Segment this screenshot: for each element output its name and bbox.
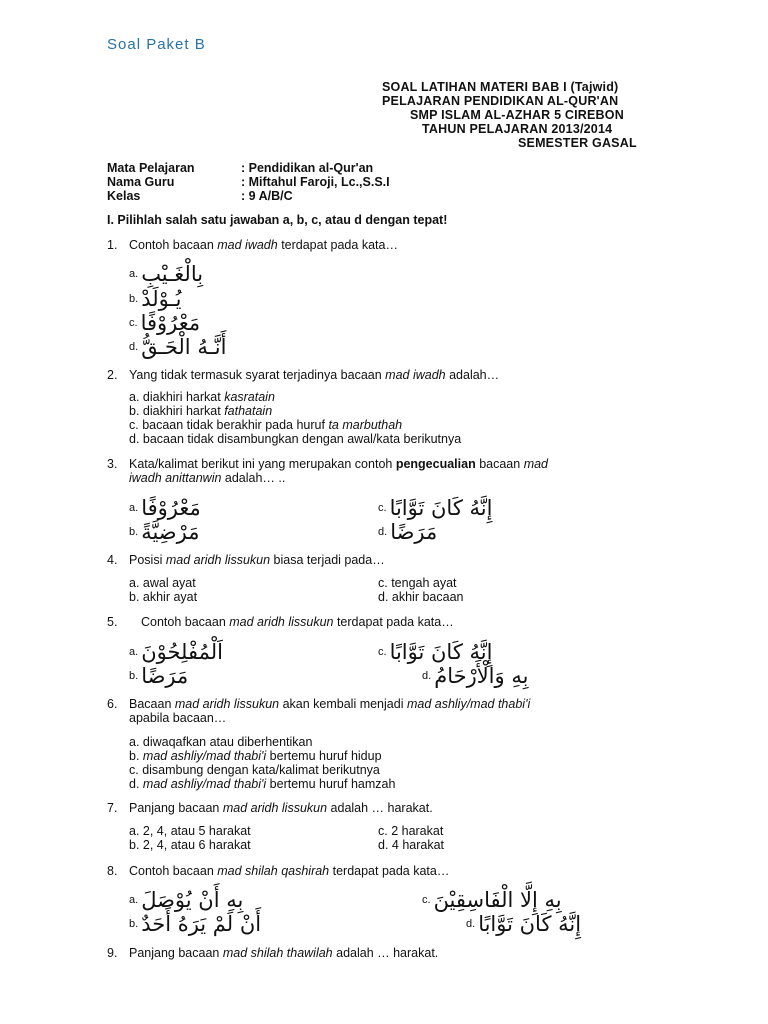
q5-option-b: b. مَرَضًا <box>129 664 189 688</box>
info-teacher: Nama Guru : Miftahul Faroji, Lc.,S.S.I <box>107 175 390 189</box>
q1-option-a: a. بِالْغَـيْبِ <box>129 262 204 286</box>
question-1: 1. Contoh bacaan mad iwadh terdapat pada kata… <box>107 238 398 252</box>
question-9: 9. Panjang bacaan mad shilah thawilah adalah … harakat. <box>107 946 439 960</box>
header-line-1: SOAL LATIHAN MATERI BAB I (Tajwid) <box>382 80 619 94</box>
q2-option-a: a. diakhiri harkat kasratain <box>129 390 275 404</box>
q3-option-b: b. مَرْضِيَّةً <box>129 520 200 544</box>
question-6: 6. Bacaan mad aridh lissukun akan kembali menjadi mad ashliy/mad thabi'i <box>107 697 531 711</box>
q8-option-a: a. بِهِ أَنْ يُوْصَلَ <box>129 888 244 912</box>
question-5: 5. Contoh bacaan mad aridh lissukun terdapat pada kata… <box>107 615 454 629</box>
q5-option-d: d. بِهِ وَالْأَرْحَامُ <box>422 664 529 688</box>
q7-option-d: d. 4 harakat <box>378 838 445 852</box>
q1-option-c: c. مَعْرُوْفًا <box>129 311 201 335</box>
q5-option-c: c. إِنَّهُ كَانَ تَوَّابًا <box>378 640 493 664</box>
q4-option-d: d. akhir bacaan <box>378 590 464 604</box>
q6-option-b: b. mad ashliy/mad thabi'i bertemu huruf hidup <box>129 749 382 763</box>
paket-title: Soal Paket B <box>107 36 206 53</box>
q1-option-b: b. يُـوْلَدْ <box>129 287 182 311</box>
question-8: 8. Contoh bacaan mad shilah qashirah terdapat pada kata… <box>107 864 450 878</box>
question-3: 3. Kata/kalimat berikut ini yang merupakan contoh pengecualian bacaan mad <box>107 457 549 471</box>
info-subject: Mata Pelajaran : Pendidikan al-Qur'an <box>107 161 374 175</box>
q4-option-b: b. akhir ayat <box>129 590 198 604</box>
info-class: Kelas : 9 A/B/C <box>107 189 293 203</box>
q8-option-b: b. أَنْ لَمْ يَرَهُ أَحَدٌ <box>129 912 262 936</box>
header-line-3: SMP ISLAM AL-AZHAR 5 CIREBON <box>410 108 624 122</box>
q4-option-c: c. tengah ayat <box>378 576 457 590</box>
header-line-2: PELAJARAN PENDIDIKAN AL-QUR'AN <box>382 94 619 108</box>
q7-option-b: b. 2, 4, atau 6 harakat <box>129 838 251 852</box>
q7-option-c: c. 2 harakat <box>378 824 444 838</box>
question-6-line2: apabila bacaan… <box>129 711 227 725</box>
q3-option-d: d. مَرَضًا <box>378 520 438 544</box>
q2-option-b: b. diakhiri harkat fathatain <box>129 404 273 418</box>
q4-option-a: a. awal ayat <box>129 576 196 590</box>
question-4: 4. Posisi mad aridh lissukun biasa terjadi pada… <box>107 553 385 567</box>
q2-option-d: d. bacaan tidak disambungkan dengan awal/kata berikutnya <box>129 432 462 446</box>
header-line-5: SEMESTER GASAL <box>518 136 637 150</box>
q2-option-c: c. bacaan tidak berakhir pada huruf ta marbuthah <box>129 418 403 432</box>
question-3-line2: iwadh anittanwin adalah… .. <box>129 471 286 485</box>
q7-option-a: a. 2, 4, atau 5 harakat <box>129 824 251 838</box>
q1-option-d: d. أَنَّـهُ الْحَـقُّ <box>129 335 227 359</box>
q3-option-a: a. مَعْرُوْفًا <box>129 496 201 520</box>
question-7: 7. Panjang bacaan mad aridh lissukun adalah … harakat. <box>107 801 433 815</box>
q6-option-c: c. disambung dengan kata/kalimat berikutnya <box>129 763 380 777</box>
question-2: 2. Yang tidak termasuk syarat terjadinya bacaan mad iwadh adalah… <box>107 368 500 382</box>
q6-option-d: d. mad ashliy/mad thabi'i bertemu huruf hamzah <box>129 777 396 791</box>
q8-option-d: d. إِنَّهُ كَانَ تَوَّابًا <box>466 912 582 936</box>
section-instruction: I. Pilihlah salah satu jawaban a, b, c, atau d dengan tepat! <box>107 213 448 227</box>
q6-option-a: a. diwaqafkan atau diberhentikan <box>129 735 313 749</box>
q5-option-a: a. اَلْمُفْلِحُوْنَ <box>129 640 223 664</box>
q8-option-c: c. بِهِ إِلَّا الْفَاسِقِيْنَ <box>422 888 562 912</box>
header-line-4: TAHUN PELAJARAN 2013/2014 <box>422 122 613 136</box>
q3-option-c: c. إِنَّهُ كَانَ تَوَّابًا <box>378 496 493 520</box>
